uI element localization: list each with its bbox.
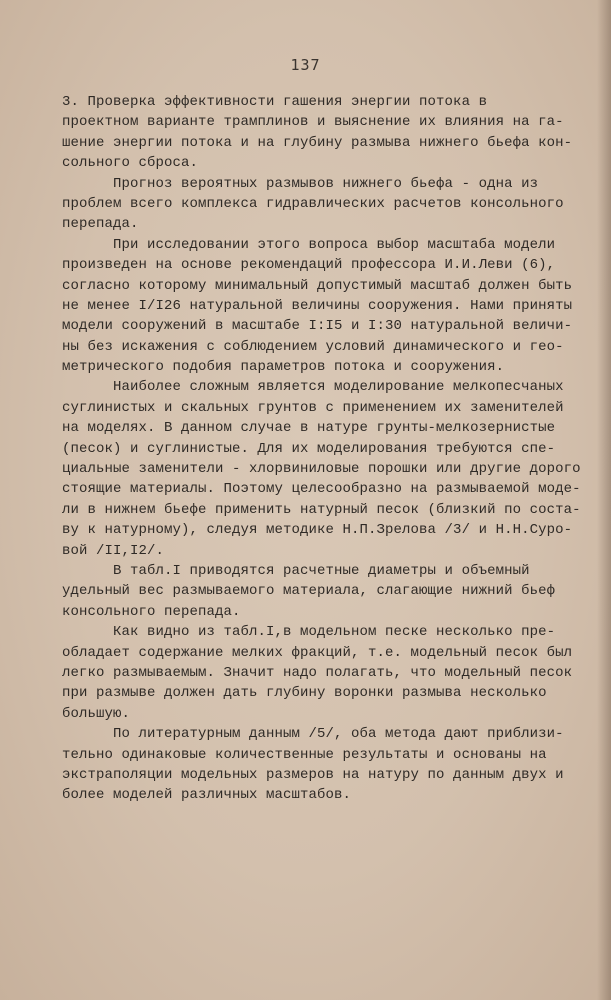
page-number: 137 xyxy=(290,56,321,74)
text-line: модели сооружений в масштабе I:I5 и I:30 натуральной величи- xyxy=(62,318,573,335)
text-line: консольного перепада. xyxy=(62,603,241,620)
text-line: Прогноз вероятных размывов нижнего бьефа - одна из xyxy=(62,175,539,192)
text-line: большую. xyxy=(62,705,131,722)
text-line: проблем всего комплекса гидравлических расчетов консольного xyxy=(62,195,564,212)
text-line: перепада. xyxy=(62,216,139,233)
text-line: легко размываемым. Значит надо полагать, что модельный песок xyxy=(62,664,573,681)
text-line: вой /II,I2/. xyxy=(62,542,165,559)
text-line: более моделей различных масштабов. xyxy=(62,787,352,804)
text-line: согласно которому минимальный допустимый масштаб должен быть xyxy=(62,277,573,294)
text-line: шение энергии потока и на глубину размыва нижнего бьефа кон- xyxy=(62,134,573,151)
text-line: В табл.I приводятся расчетные диаметры и объемный xyxy=(62,562,530,579)
text-line: При исследовании этого вопроса выбор масштаба модели xyxy=(62,236,556,253)
text-line: По литературным данным /5/, оба метода дают приблизи- xyxy=(62,726,564,743)
text-line: на моделях. В данном случае в натуре грунты-мелкозернистые xyxy=(62,420,556,437)
text-line: удельный вес размываемого материала, слагающие нижний бьеф xyxy=(62,583,556,600)
text-line: тельно одинаковые количественные результаты и основаны на xyxy=(62,746,547,763)
text-line: ли в нижнем бьефе применить натурный песок (близкий по соста- xyxy=(62,501,581,518)
text-line: Наиболее сложным является моделирование мелкопесчаных xyxy=(62,379,564,396)
text-line: (песок) и суглинистые. Для их моделирования требуются спе- xyxy=(62,440,556,457)
text-line: 3. Проверка эффективности гашения энергии потока в xyxy=(62,94,488,110)
text-line: проектном варианте трамплинов и выяснение их влияния на га- xyxy=(62,114,564,131)
page-edge-shadow xyxy=(597,0,611,1000)
text-line: при размыве должен дать глубину воронки размыва несколько xyxy=(62,685,547,702)
text-line: стоящие материалы. Поэтому целесообразно на размываемой моде- xyxy=(62,481,581,498)
text-line: циальные заменители - хлорвиниловые порошки или другие дорого xyxy=(62,461,581,478)
text-line: ву к натурному), следуя методике Н.П.Зрелова /3/ и Н.Н.Суро- xyxy=(62,522,573,539)
text-line: суглинистых и скальных грунтов с применением их заменителей xyxy=(62,399,564,416)
text-line: сольного сброса. xyxy=(62,155,199,172)
text-line: экстраполяции модельных размеров на натуру по данным двух и xyxy=(62,766,564,783)
body-text xyxy=(62,92,581,806)
text-line: Как видно из табл.I,в модельном песке несколько пре- xyxy=(62,624,556,641)
text-line: ны без искажения с соблюдением условий динамического и гео- xyxy=(62,338,564,355)
text-line: метрического подобия параметров потока и сооружения. xyxy=(62,359,505,376)
text-line: обладает содержание мелких фракций, т.е. модельный песок был xyxy=(62,644,573,661)
text-line: произведен на основе рекомендаций профессора И.И.Леви (6), xyxy=(62,257,556,274)
text-line: не менее I/I26 натуральной величины сооружения. Нами приняты xyxy=(62,297,573,314)
